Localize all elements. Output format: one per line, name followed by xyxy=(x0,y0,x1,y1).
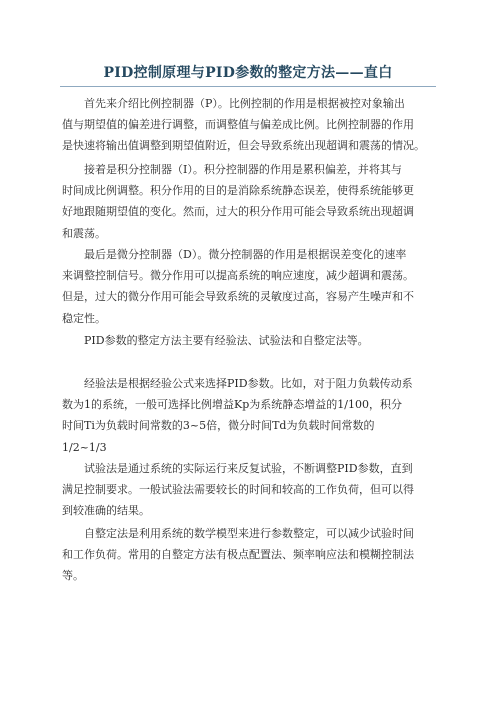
paragraph-line: 来调整控制信号。微分作用可以提高系统的响应速度，减少超调和震荡。 xyxy=(62,269,414,283)
paragraph-line: 是快速将输出值调整到期望值附近，但会导致系统出现超调和震荡的情况。 xyxy=(62,139,425,153)
paragraph-line: 自整定法是利用系统的数学模型来进行参数整定，可以减少试验时间 xyxy=(84,527,414,540)
paragraph-derivative xyxy=(62,244,442,329)
paragraph-line: 好地跟随期望值的变化。然而，过大的积分作用可能会导致系统出现超调 xyxy=(62,205,414,219)
paragraph-line: 等。 xyxy=(62,569,84,583)
paragraph-line: 值与期望值的偏差进行调整，而调整值与偏差成比例。比例控制器的作用 xyxy=(62,118,414,132)
paragraph-line: 试验法是通过系统的实际运行来反复试验，不断调整PID参数，直到 xyxy=(84,462,413,475)
paragraph-line: 到较准确的结果。 xyxy=(62,504,150,518)
paragraph-line: 和工作负荷。常用的自整定方法有极点配置法、频率响应法和模糊控制法 xyxy=(62,548,414,562)
paragraph-line: 和震荡。 xyxy=(62,226,106,240)
paragraph-trial-method xyxy=(62,458,442,522)
paragraph-line: 接着是积分控制器（I）。积分控制器的作用是累积偏差，并将其与 xyxy=(84,163,402,176)
paragraph-line: 首先来介绍比例控制器（P）。比例控制的作用是根据被控对象输出 xyxy=(84,97,405,110)
paragraph-self-tuning-method xyxy=(62,523,442,587)
paragraph-line: 时间成比例调整。积分作用的目的是消除系统静态误差，使得系统能够更 xyxy=(62,184,414,198)
paragraph-line: 但是，过大的微分作用可能会导致系统的灵敏度过高，容易产生噪声和不 xyxy=(62,290,414,304)
paragraph-line: 稳定性。 xyxy=(62,311,106,325)
paragraph-line: PID参数的整定方法主要有经验法、试验法和自整定法等。 xyxy=(84,334,369,347)
paragraph-line: 数为1的系统，一般可选择比例增益Kp为系统静态增益的1/100，积分 xyxy=(62,398,402,412)
paragraph-line: 经验法是根据经验公式来选择PID参数。比如，对于阻力负载传动系 xyxy=(84,377,413,390)
paragraph-line: 最后是微分控制器（D）。微分控制器的作用是根据误差变化的速率 xyxy=(84,248,407,261)
page-title: PID控制原理与PID参数的整定方法——直白 xyxy=(103,65,393,81)
paragraph-tuning-methods xyxy=(62,330,442,351)
paragraph-line: 时间Ti为负载时间常数的3~5倍，微分时间Td为负载时间常数的 xyxy=(62,419,375,433)
paragraph-empirical-method xyxy=(62,373,442,458)
title-divider xyxy=(60,86,436,87)
paragraph-integral xyxy=(62,159,442,244)
paragraph-line: 满足控制要求。一般试验法需要较长的时间和较高的工作负荷，但可以得 xyxy=(62,483,414,497)
paragraph-line: 1/2~1/3 xyxy=(62,440,107,454)
paragraph-proportional xyxy=(62,93,442,157)
